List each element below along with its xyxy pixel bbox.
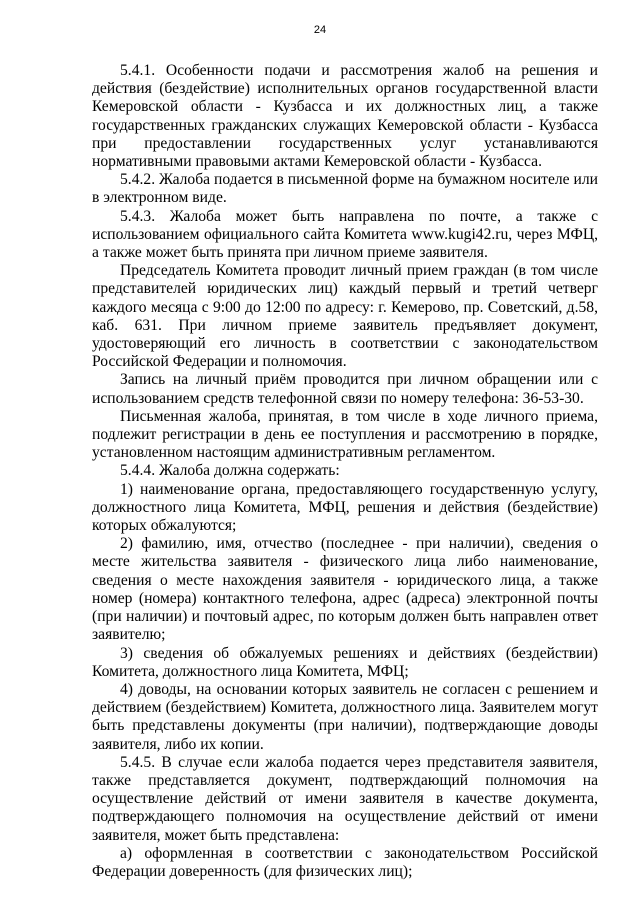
paragraph: Председатель Комитета проводит личный прием граждан (в том числе представителей юридических лиц) каждый первый и третий четверг каждого месяца с 9:00 до 12:00 по адресу: г. Кемерово, пр. Советский, д.58, каб. 631. При личном приеме заявитель предъявляет документ, удостоверяющий его личность в соответствии с законодательством Российской Федерации и полномочия. [92, 262, 598, 371]
paragraph: 1) наименование органа, предоставляющего государственную услугу, должностного лица Комитета, МФЦ, решения и действия (бездействие) которых обжалуются; [92, 480, 598, 535]
paragraph: Запись на личный приём проводится при личном обращении или с использованием средств телефонной связи по номеру телефона: 36-53-30. [92, 371, 598, 407]
paragraph: Письменная жалоба, принятая, в том числе в ходе личного приема, подлежит регистрации в день ее поступления и рассмотрению в порядке, установленном настоящим административным регламентом. [92, 407, 598, 462]
paragraph: 5.4.1. Особенности подачи и рассмотрения жалоб на решения и действия (бездействие) исполнительных органов государственной власти Кемеровской области - Кузбасса и их должностных лиц, а также государственных гражданских служащих Кемеровской области - Кузбасса при предоставлении государственных услуг устанавливаются нормативными правовыми актами Кемеровской области - Кузбасса. [92, 62, 598, 171]
paragraph: 5.4.5. В случае если жалоба подается через представителя заявителя, также представляется документ, подтверждающий полномочия на осуществление действий от имени заявителя в качестве документа, подтверждающего полномочия на осуществление действий от имени заявителя, может быть представлена: [92, 753, 598, 844]
paragraph: 5.4.3. Жалоба может быть направлена по почте, а также с использованием официального сайта Комитета www.kugi42.ru, через МФЦ, а также может быть принята при личном приеме заявителя. [92, 207, 598, 262]
paragraph: 3) сведения об обжалуемых решениях и действиях (бездействии) Комитета, должностного лица Комитета, МФЦ; [92, 644, 598, 680]
page-number: 24 [313, 24, 327, 36]
document-body [92, 62, 598, 881]
paragraph: а) оформленная в соответствии с законодательством Российской Федерации доверенность (для физических лиц); [92, 844, 598, 880]
paragraph: 5.4.4. Жалоба должна содержать: [120, 462, 340, 480]
paragraph: 5.4.2. Жалоба подается в письменной форме на бумажном носителе или в электронном виде. [92, 171, 598, 207]
paragraph: 4) доводы, на основании которых заявитель не согласен с решением и действием (бездействием) Комитета, должностного лица. Заявителем могут быть представлены документы (при наличии), подтверждающие доводы заявителя, либо их копии. [92, 680, 598, 753]
paragraph: 2) фамилию, имя, отчество (последнее - при наличии), сведения о месте жительства заявителя - физического лица либо наименование, сведения о месте нахождения заявителя - юридического лица, а также номер (номера) контактного телефона, адрес (адреса) электронной почты (при наличии) и почтовый адрес, по которым должен быть направлен ответ заявителю; [92, 535, 598, 644]
